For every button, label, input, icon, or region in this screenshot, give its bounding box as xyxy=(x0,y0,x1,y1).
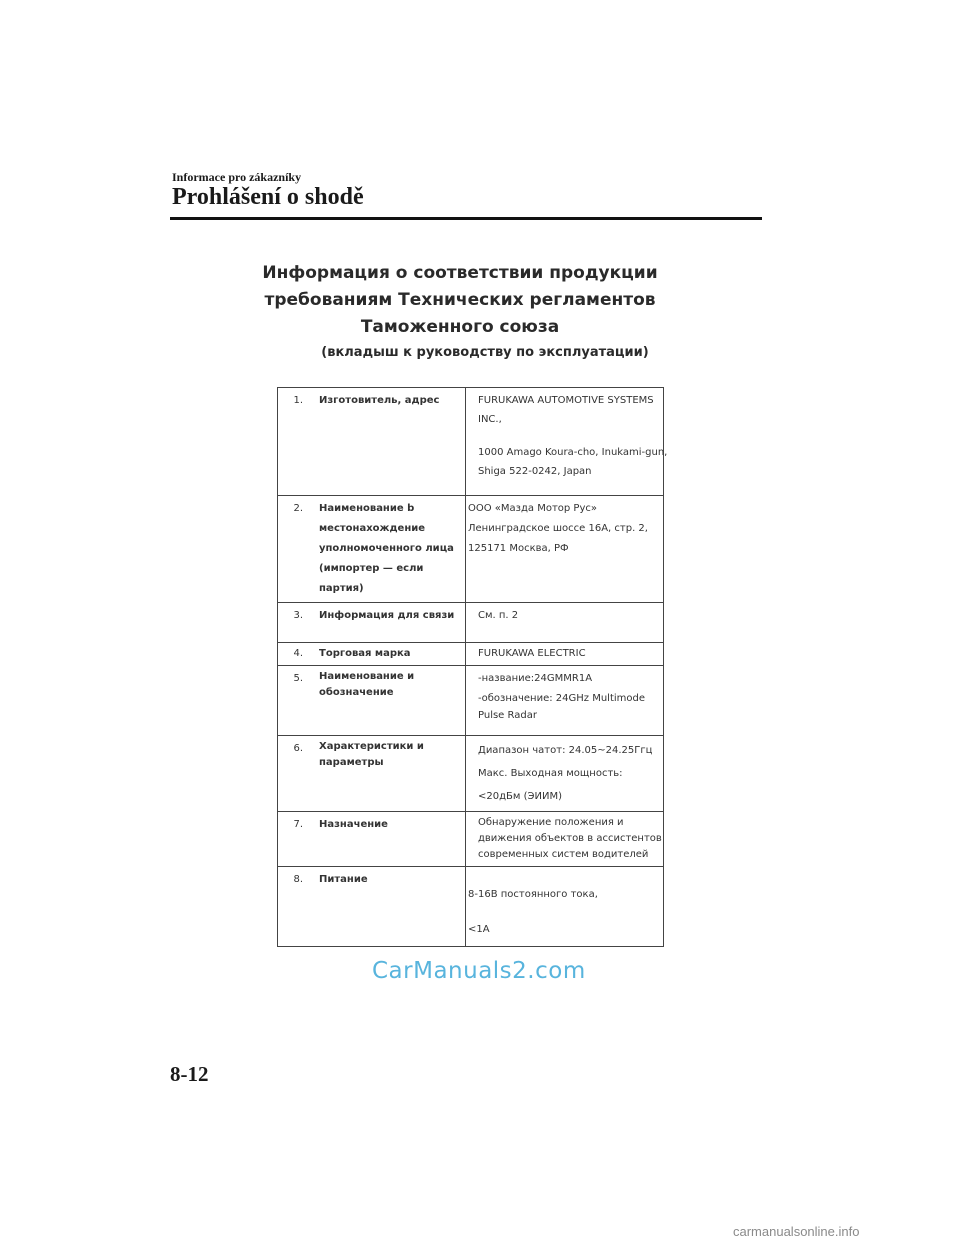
document-heading xyxy=(260,260,660,341)
value-line: 125171 Москва, РФ xyxy=(468,543,569,554)
footer-url: carmanualsonline.info xyxy=(733,1224,860,1239)
value-line: FURUKAWA AUTOMOTIVE SYSTEMS xyxy=(478,395,654,406)
value-line: современных систем водителей xyxy=(478,849,649,860)
row-value xyxy=(466,812,664,867)
row-label: Изготовитель, адрес xyxy=(309,388,466,496)
value-line: FURUKAWA ELECTRIC xyxy=(478,648,586,659)
document-subheading: (вкладыш к руководству по эксплуатации) xyxy=(321,345,649,360)
page-number: 8-12 xyxy=(170,1062,209,1086)
row-label: Наименование и обозначение xyxy=(309,666,466,736)
value-line: Обнаружение положения и xyxy=(478,817,624,828)
table-row xyxy=(278,812,664,867)
row-number: 6. xyxy=(278,736,310,812)
section-label: Informace pro zákazníky xyxy=(172,170,302,184)
table-row xyxy=(278,643,664,666)
value-line: Pulse Radar xyxy=(478,710,537,721)
row-value xyxy=(466,736,664,812)
row-number: 7. xyxy=(278,812,310,867)
table-row xyxy=(278,867,664,947)
value-line xyxy=(478,429,661,443)
row-value xyxy=(466,603,664,643)
value-line: -обозначение: 24GHz Multimode xyxy=(478,693,646,704)
row-label: Наименование b местонахождение уполномоченного лица (импортер — если партия) xyxy=(309,496,466,603)
row-value xyxy=(466,388,668,496)
row-label: Информация для связи xyxy=(309,603,466,643)
watermark: CarManuals2.com xyxy=(372,958,586,984)
row-label: Назначение xyxy=(309,812,466,867)
row-label: Характеристики и параметры xyxy=(309,736,466,812)
specification-table xyxy=(277,387,668,947)
title-divider xyxy=(170,217,762,220)
row-number: 2. xyxy=(278,496,310,603)
row-value xyxy=(466,643,664,666)
value-line: Макс. Выходная мощность: xyxy=(478,768,623,779)
row-number: 5. xyxy=(278,666,310,736)
row-number: 4. xyxy=(278,643,310,666)
row-value xyxy=(466,666,664,736)
value-line: Диапазон чатот: 24.05~24.25Ггц xyxy=(478,745,653,756)
heading-line: требованиям Технических регламентов xyxy=(264,290,656,310)
table-row xyxy=(278,736,664,812)
value-line: Ленинградское шоссе 16А, стр. 2, xyxy=(468,523,648,534)
value-line: движения объектов в ассистентов xyxy=(478,833,662,844)
row-value xyxy=(466,496,664,603)
value-line: <1A xyxy=(468,924,490,935)
value-line: -название:24GMMR1A xyxy=(478,673,593,684)
value-line xyxy=(468,905,661,919)
heading-line: Информация о соответствии продукции xyxy=(262,263,658,283)
heading-line: Таможенного союза xyxy=(360,317,560,337)
row-label: Питание xyxy=(309,867,466,947)
value-line xyxy=(468,870,661,884)
row-label: Торговая марка xyxy=(309,643,466,666)
table-row xyxy=(278,603,664,643)
table-row xyxy=(278,496,664,603)
value-line: ООО «Мазда Мотор Рус» xyxy=(468,503,597,514)
value-line: 8-16В постоянного тока, xyxy=(468,889,598,900)
value-line: Shiga 522-0242, Japan xyxy=(478,466,592,477)
row-number: 3. xyxy=(278,603,310,643)
table-row xyxy=(278,666,664,736)
row-number: 8. xyxy=(278,867,310,947)
row-number: 1. xyxy=(278,388,310,496)
page-title: Prohlášení o shodě xyxy=(172,184,364,210)
value-line: 1000 Amago Koura-cho, Inukami-gun, xyxy=(478,447,668,458)
table-row xyxy=(278,388,664,496)
value-line: <20дБм (ЭИИМ) xyxy=(478,791,562,802)
row-value xyxy=(466,867,664,947)
value-line: См. п. 2 xyxy=(478,610,519,621)
value-line: INC., xyxy=(478,414,502,425)
